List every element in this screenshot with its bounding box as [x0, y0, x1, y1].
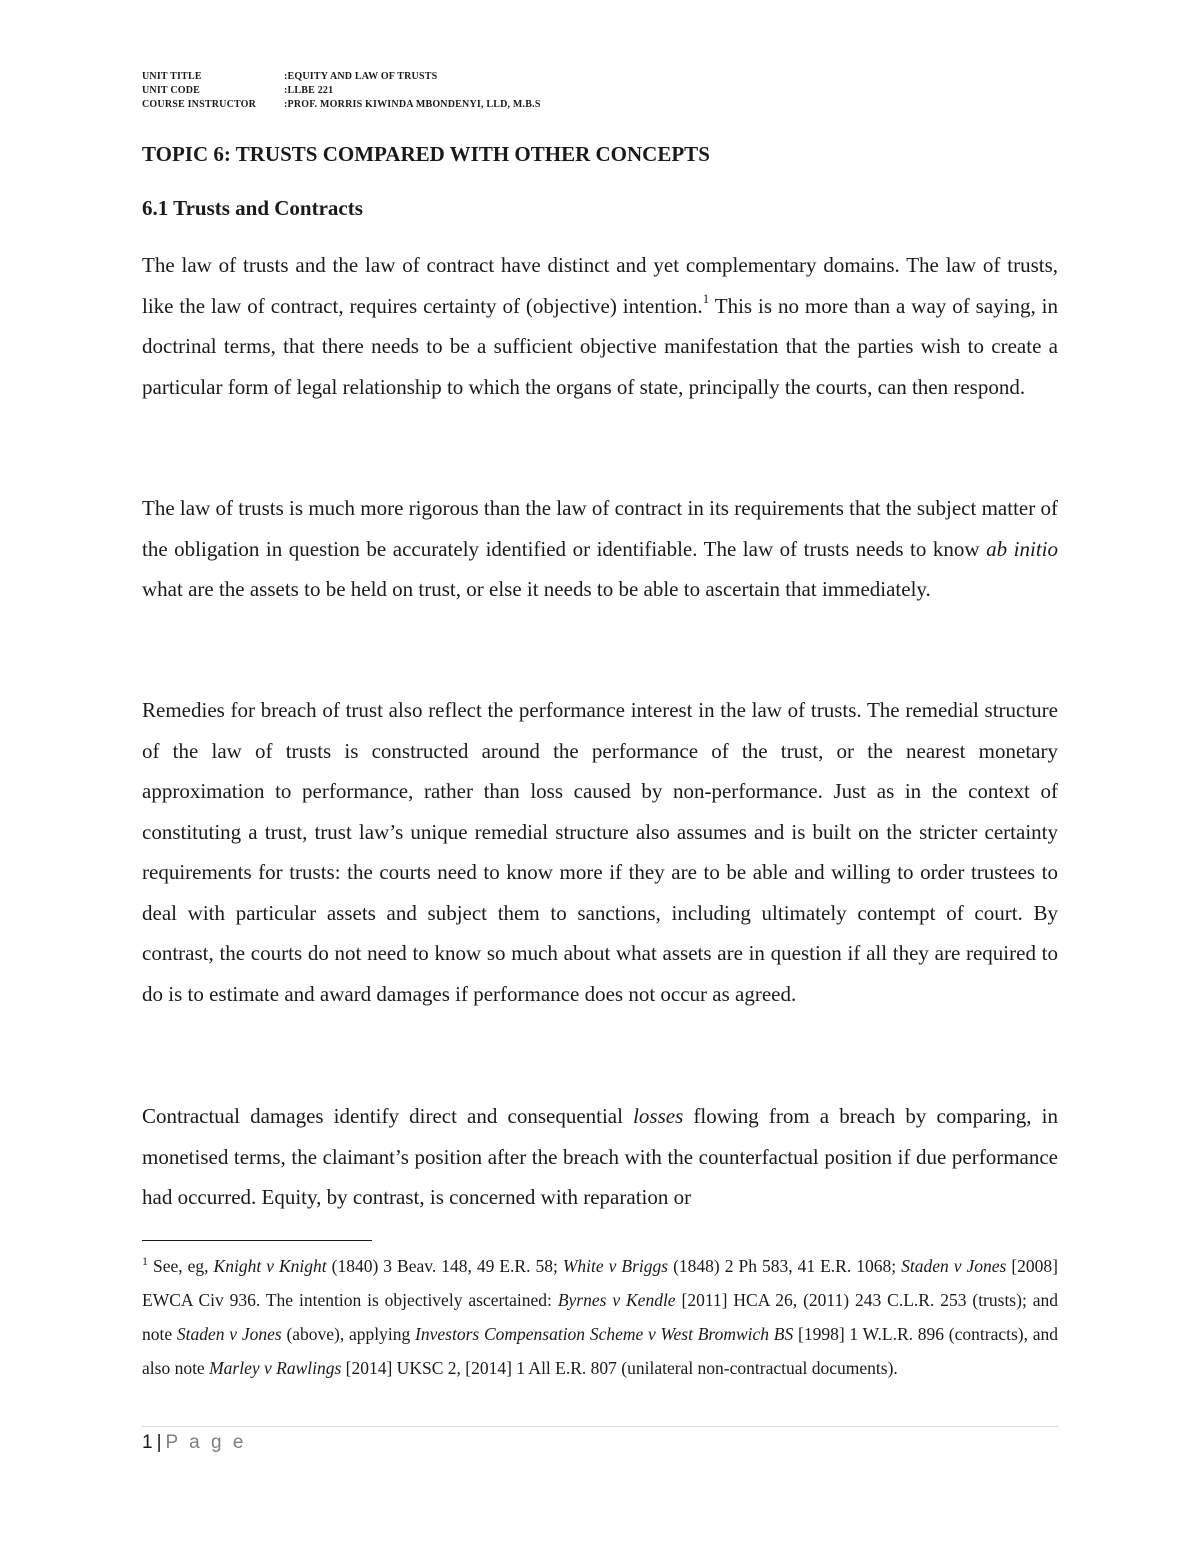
paragraph-text: Contractual damages identify direct and consequential [142, 1104, 634, 1128]
header-label: COURSE INSTRUCTOR [142, 99, 257, 110]
page-number: 1 [142, 1432, 153, 1453]
case-name: Byrnes v Kendle [557, 1290, 676, 1310]
latin-phrase: ab initio [986, 536, 1058, 561]
case-name: Marley v Rawlings [209, 1358, 342, 1378]
paragraph-text: what are the assets to be held on trust, or else it needs to be able to ascertain that immediately. [142, 577, 931, 601]
footnote-text: [1998] 1 W.L.R. 896 (contracts), and also note [142, 1324, 1059, 1378]
footnote-text: (1848) 2 Ph 583, 41 E.R. 1068; [668, 1256, 902, 1276]
footer-separator: | [156, 1432, 162, 1453]
paragraph-4 [142, 1096, 1058, 1218]
footnote-text: [2008] EWCA Civ 936. The intention is objectively ascertained: [142, 1256, 1058, 1310]
footnote-number: 1 [142, 1254, 148, 1269]
header-value: :LLBE 221 [284, 85, 334, 96]
footnote-text: (1840) 3 Beav. 148, 49 E.R. 58; [326, 1256, 563, 1276]
paragraph-text: This is no more than a way of saying, in doctrinal terms, that there needs to be a sufficient objective manifestation that the parties wish to create a particular form of legal relationship to which the organs of state, principally the courts, can then respond. [142, 293, 1058, 399]
page-label: P a g e [165, 1432, 247, 1453]
footnote-reference[interactable]: 1 [702, 290, 710, 306]
header-label: UNIT TITLE [142, 71, 202, 82]
case-name: Investors Compensation Scheme v West Bromwich BS [415, 1324, 794, 1344]
page-footer [142, 1432, 246, 1454]
footnote-text: (above), applying [281, 1324, 416, 1344]
footnote-text: See, eg, [148, 1256, 214, 1276]
header-value: :EQUITY AND LAW OF TRUSTS [284, 71, 438, 82]
paragraph-2 [142, 488, 1058, 610]
case-name: White v Briggs [562, 1256, 669, 1276]
topic-title: TOPIC 6: TRUSTS COMPARED WITH OTHER CONCEPTS [142, 142, 710, 166]
header-label: UNIT CODE [142, 85, 201, 96]
case-name: Staden v Jones [901, 1256, 1007, 1276]
paragraph-1 [142, 245, 1058, 407]
header-row-course-instructor [142, 98, 541, 112]
case-name: Knight v Knight [213, 1256, 327, 1276]
case-name: Staden v Jones [176, 1324, 282, 1344]
footnote-text: [2014] UKSC 2, [2014] 1 All E.R. 807 (unilateral non-contractual documents). [341, 1358, 898, 1378]
footnote-separator [142, 1240, 372, 1241]
header-row-unit-title [142, 70, 541, 84]
paragraph-text: The law of trusts and the law of contract have distinct and yet complementary domains. The law of trusts, like the law of contract, requires certainty of (objective) intention. [142, 253, 1058, 318]
header-value: :PROF. MORRIS KIWINDA MBONDENYI, LLD, M.B.S [284, 99, 541, 110]
document-header [142, 70, 541, 112]
footnote-text: [2011] HCA 26, (2011) 243 C.L.R. 253 (trusts); and note [142, 1290, 1058, 1344]
section-heading: 6.1 Trusts and Contracts [142, 196, 363, 220]
paragraph-3: Remedies for breach of trust also reflect the performance interest in the law of trusts. The remedial structure of the law of trusts is constructed around the performance of the trust, or the nearest monetary approximation to performance, rather than loss caused by non-performance. Just as in the context of constituting a trust, trust law’s unique remedial structure also assumes and is built on the stricter certainty requirements for trusts: the courts need to know more if they are to be able and willing to order trustees to deal with particular assets and subject them to sanctions, including ultimately contempt of court. By contrast, the courts do not need to know so much about what assets are in question if all they are required to do is to estimate and award damages if performance does not occur as agreed. [142, 698, 1058, 1006]
emphasis-text: losses [633, 1104, 684, 1128]
footer-divider [142, 1426, 1058, 1427]
footnote-1 [142, 1249, 1058, 1385]
header-row-unit-code [142, 84, 541, 98]
paragraph-text: The law of trusts is much more rigorous than the law of contract in its requirements that the subject matter of the obligation in question be accurately identified or identifiable. The law of trusts needs to know [142, 496, 1058, 561]
paragraph-text: flowing from a breach by comparing, in monetised terms, the claimant’s position after the breach with the counterfactual position if due performance had occurred. Equity, by contrast, is concerned with reparation or [142, 1104, 1058, 1209]
